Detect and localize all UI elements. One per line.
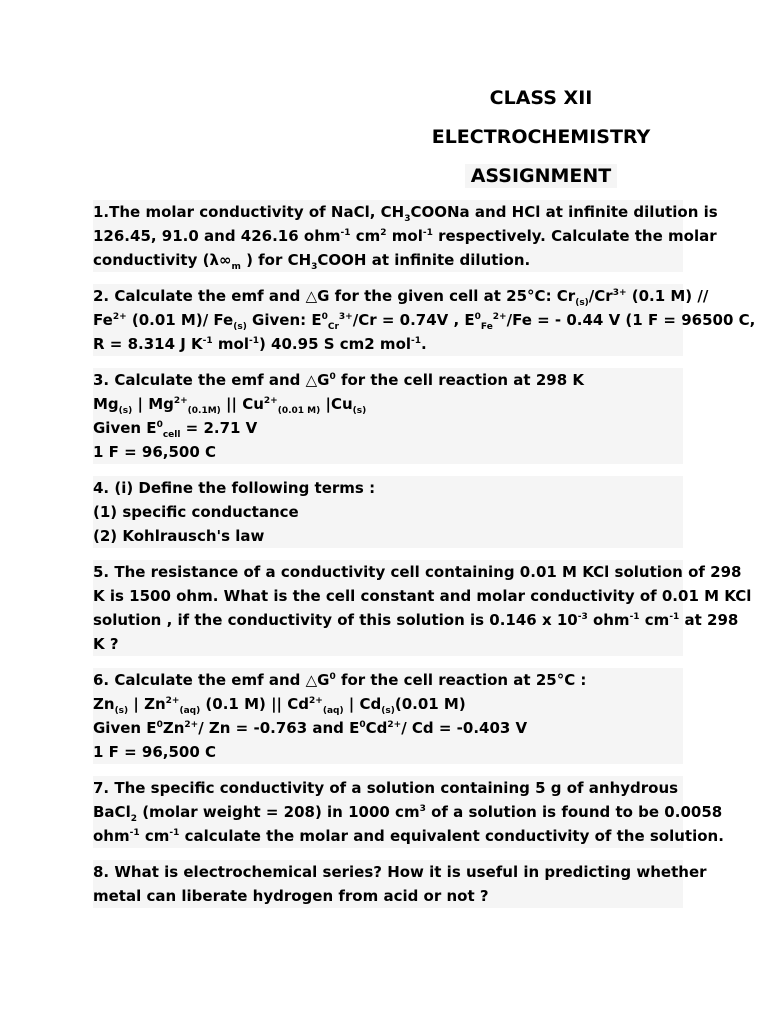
assignment-title: ASSIGNMENT (465, 164, 618, 188)
lambda-infinity-symbol: λ∞ (209, 251, 232, 269)
question-6: 6. Calculate the emf and $\triangle G^0$ for the cell reaction at 25°C : $Zn_{(s)}$ | $Zn^{2+}_{(aq)}$ (0.1 M) || $Cd^{2+}_{(aq)}$ | $Cd_{(s)}(0.01$ M) Given $E^0Zn^{2+}/$ Zn = -0.763 and $E^0Cd^{2+}/$ Cd = -0.403 V 1 F = 96,500 C (93, 668, 683, 764)
class-title: CLASS XII (489, 87, 593, 109)
questions-list (93, 200, 756, 920)
delta-triangle-icon: △ (305, 371, 318, 389)
assignment-header (416, 86, 666, 203)
question-4: 4. (i) Define the following terms : (1) specific conductance (2) Kohlrausch's law (93, 476, 683, 548)
question-3: 3. Calculate the emf and $\triangle G^0$ for the cell reaction at 298 K $Mg_{(s)}$ | $Mg^{2+}_{(0.1M)}$ || $Cu^{2+}_{(0.01 M)}$ $|Cu_{(s)}$ Given $E^0_{cell} = 2.71$ V 1 F = 96,500 C (93, 368, 683, 464)
delta-triangle-icon: △ (305, 287, 318, 305)
question-2: 2. Calculate the emf and △G for the given cell at 25°C: $Cr_{(s)}/Cr^{3+}$ (0.1 M) // $Fe^{2+}$ (0.01 M)/ $Fe_{(s)}$ Given: $E^0_{Cr}^{3+}/Cr = 0.74V$ , $E^0_{Fe}^{2+}/Fe$ = - 0.44 V (1 F = 96500 C, R = 8.314 J $K^{-1}$ mol$^{-1}$) 40.95 S cm2 mol$^{-1}$. (93, 284, 683, 356)
question-8: 8. What is electrochemical series? How it is useful in predicting whether metal can liberate hydrogen from acid or not ? (93, 860, 683, 908)
delta-triangle-icon: △ (305, 671, 318, 689)
question-5: 5. The resistance of a conductivity cell containing 0.01 M KCl solution of 298 K is 1500 ohm. What is the cell constant and molar conductivity of 0.01 M KCl solution , if the conductivity of this solution is 0.146 x $10^{-3}$ ohm$^{-1}$ $cm^{-1}$ at 298 K ? (93, 560, 683, 656)
question-7: 7. The specific conductivity of a solution containing 5 g of anhydrous BaCl$_2$ (molar weight = 208) in 1000 $cm^3$ of a solution is found to be 0.0058 ohm$^{-1}$ $cm^{-1}$ calculate the molar and equivalent conductivity of the solution. (93, 776, 683, 848)
subject-title: ELECTROCHEMISTRY (431, 126, 651, 148)
question-1: 1.The molar conductivity of NaCl, $CH_3COONa$ and HCl at infinite dilution is 126.45, 91.0 and 426.16 ohm$^{-1}$ $cm^2$ mol$^{-1}$ respectively. Calculate the molar conductivity ($\lambda\infty_m$ ) for $CH_3COOH$ at infinite dilution. (93, 200, 683, 272)
